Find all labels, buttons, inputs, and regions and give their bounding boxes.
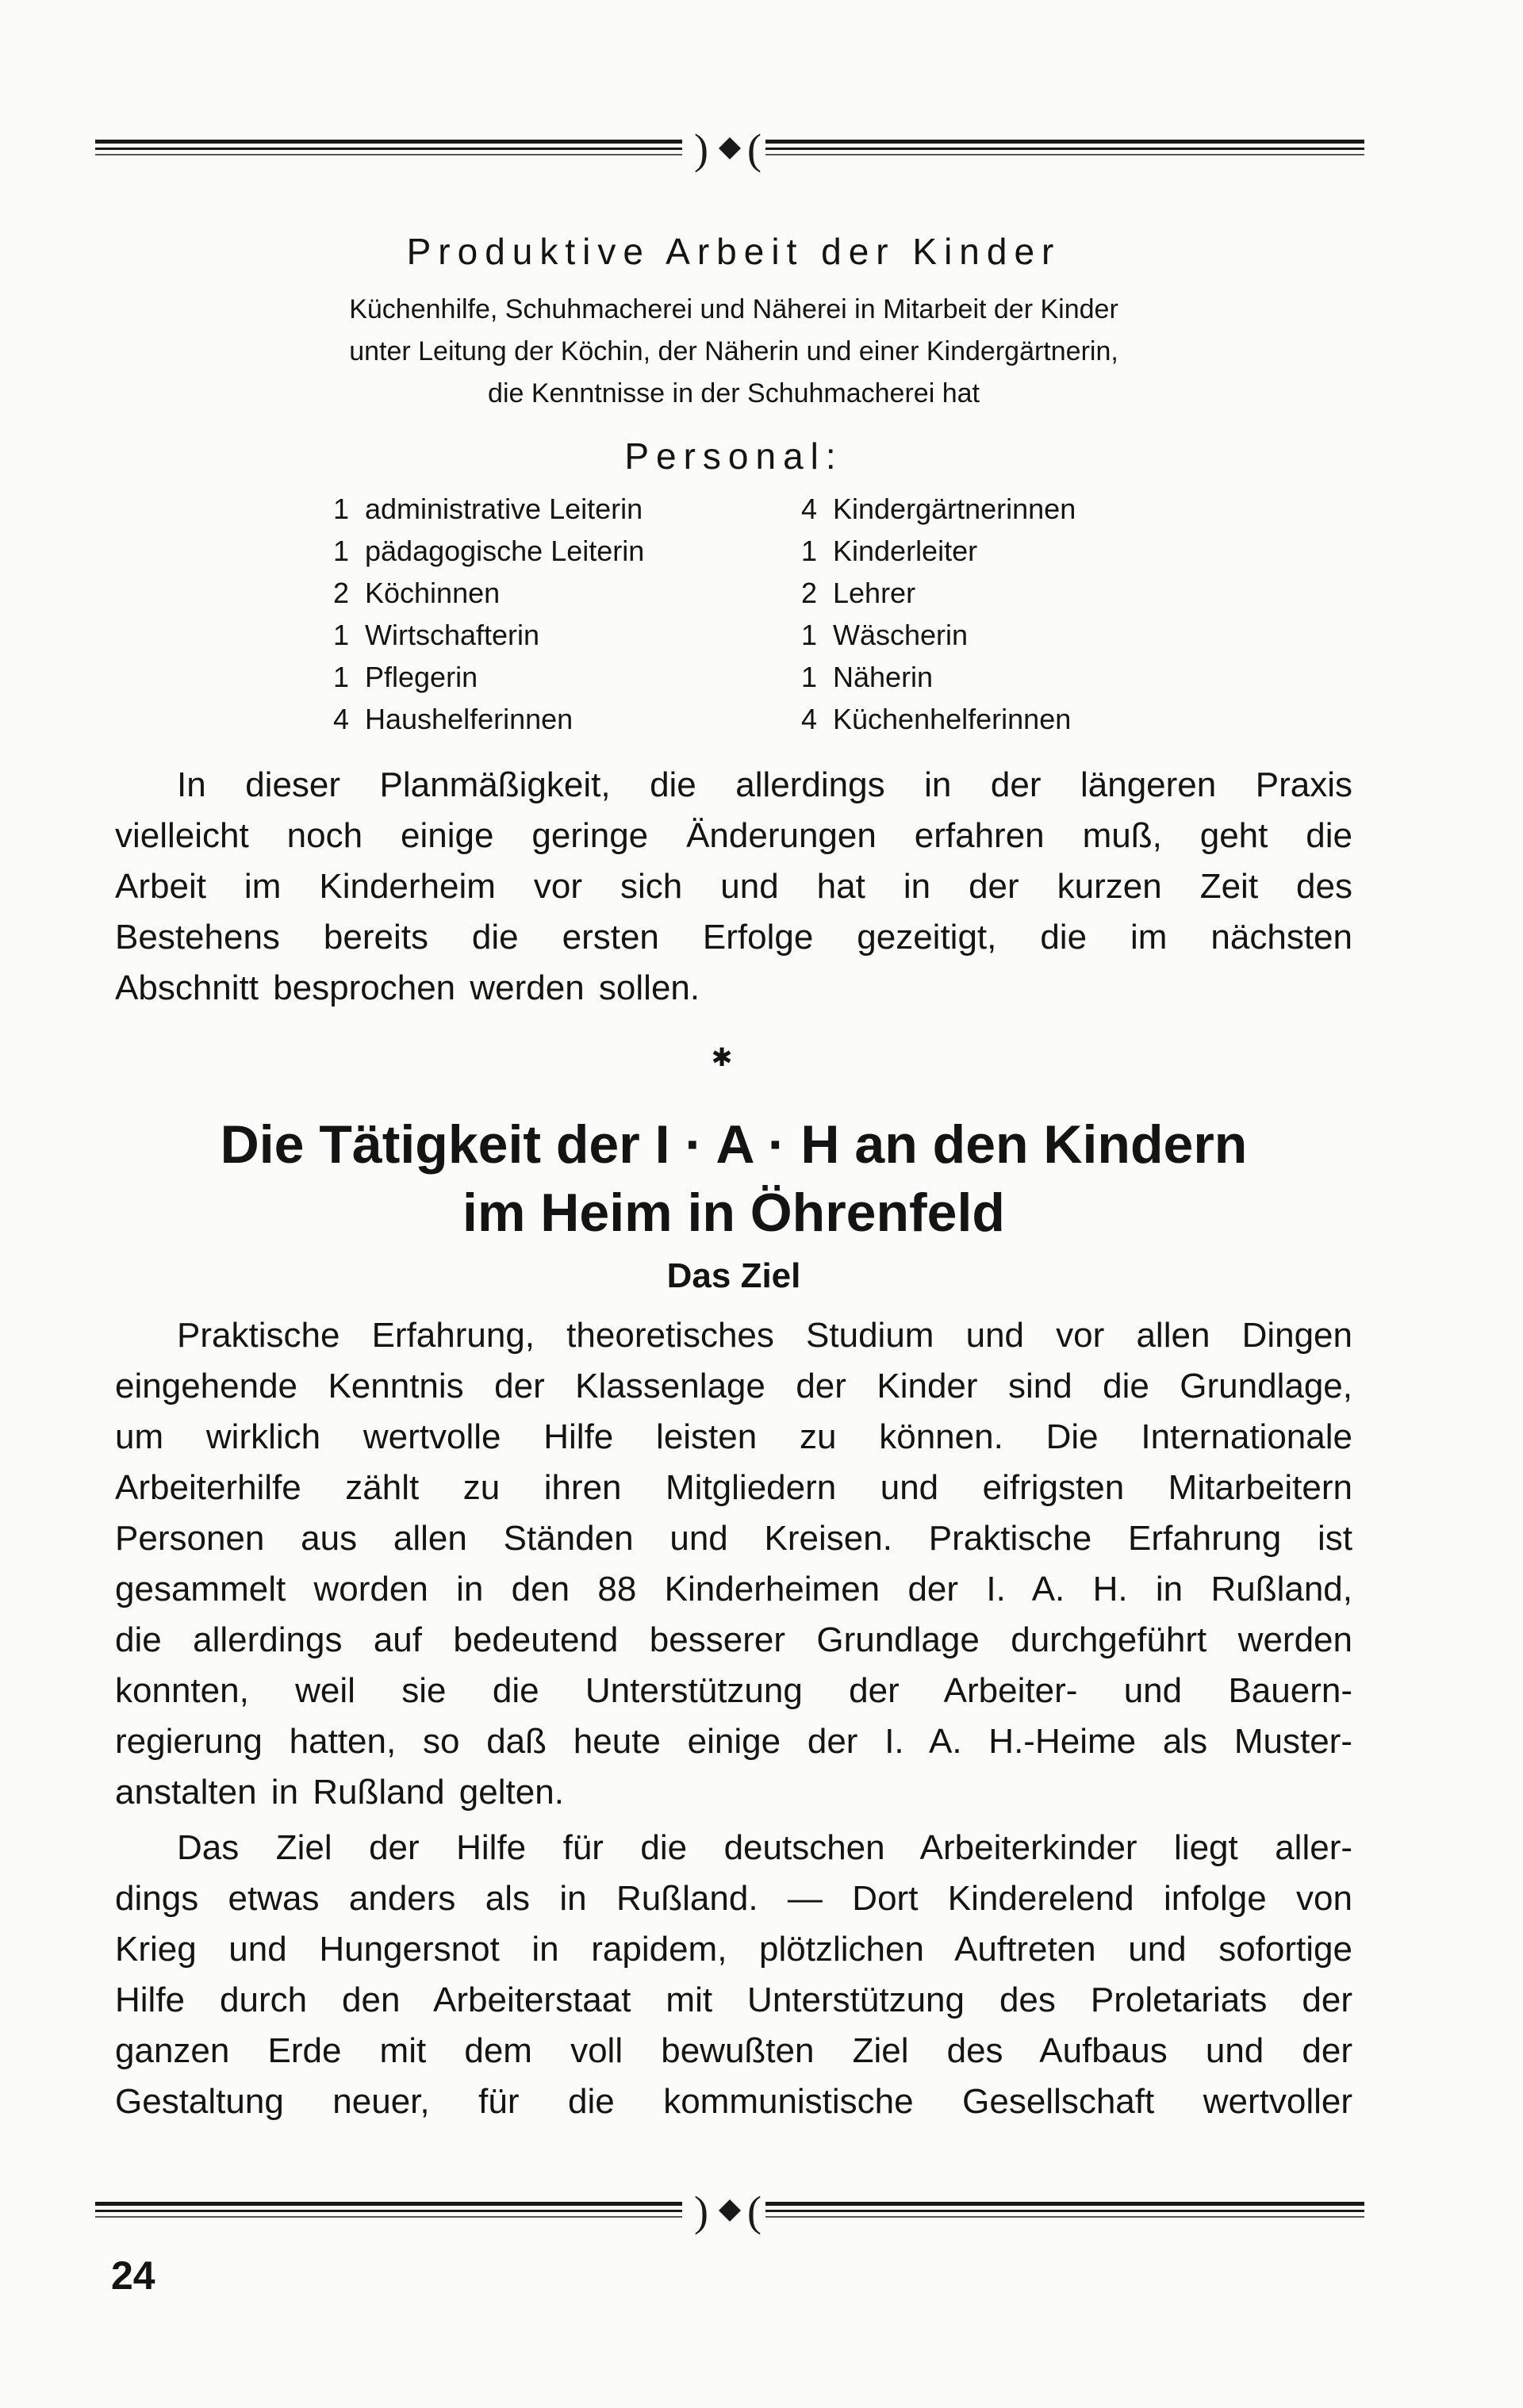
personnel-row: [333, 530, 644, 572]
personnel-count: 1: [801, 661, 818, 693]
personnel-role: Köchinnen: [365, 577, 501, 609]
personnel-count: 1: [801, 535, 818, 567]
text-line: anstalten in Rußland gelten.: [115, 1773, 564, 1812]
text-line: Das Ziel der Hilfe für die deutschen Arbeiterkinder liegt aller-: [177, 1828, 1352, 1867]
svg-text:): ): [694, 2188, 708, 2235]
personnel-count: 1: [801, 619, 818, 651]
personnel-row: [801, 698, 1076, 740]
personnel-row: [801, 530, 1076, 572]
text-line: Arbeiterhilfe zählt zu ihren Mitgliedern und eifrigsten Mitarbeitern: [115, 1468, 1352, 1507]
chapter-subheading: Das Ziel: [666, 1256, 801, 1295]
personnel-role: Näherin: [833, 661, 934, 693]
bottom-ornament-rule: [95, 2173, 1364, 2245]
section-divider-star: ✱: [711, 1043, 733, 1072]
section-description: [115, 289, 1352, 415]
paragraph-goal: [115, 1310, 1352, 1818]
description-line: Küchenhilfe, Schuhmacherei und Näherei in Mitarbeit der Kinder: [349, 294, 1118, 324]
personnel-column-left: [333, 488, 644, 740]
personnel-role: Wäscherin: [833, 619, 969, 651]
personnel-count: 4: [801, 703, 818, 735]
personnel-role: pädagogische Leiterin: [365, 535, 645, 567]
svg-text:(: (: [747, 125, 762, 173]
svg-text:(: (: [747, 2188, 762, 2235]
text-line: konnten, weil sie die Unterstützung der Arbeiter- und Bauern-: [115, 1671, 1352, 1710]
personnel-row: [801, 488, 1076, 530]
personnel-role: Kindergärtnerinnen: [833, 493, 1076, 525]
text-line: eingehende Kenntnis der Klassenlage der Kinder sind die Grundlage,: [115, 1367, 1352, 1405]
personnel-row: [333, 572, 644, 614]
chapter-title: [115, 1110, 1352, 1247]
text-line: Krieg und Hungersnot in rapidem, plötzlichen Auftreten und sofortige: [115, 1930, 1352, 1969]
ornament-graphic: [95, 111, 1364, 182]
section-title: Produktive Arbeit der Kinder: [406, 231, 1061, 272]
description-line: die Kenntnisse in der Schuhmacherei hat: [488, 378, 980, 408]
ornament-graphic: [95, 2173, 1364, 2245]
page-number: 24: [111, 2253, 155, 2298]
description-line: unter Leitung der Köchin, der Näherin und einer Kindergärtnerin,: [349, 336, 1118, 366]
personnel-row: [333, 614, 644, 656]
text-line: ganzen Erde mit dem voll bewußten Ziel des Aufbaus und der: [115, 2031, 1352, 2070]
paragraph-difference: [115, 1823, 1352, 2127]
personnel-column-right: [801, 488, 1076, 740]
text-line: um wirklich wertvolle Hilfe leisten zu können. Die Internationale: [115, 1417, 1352, 1456]
text-line: die allerdings auf bedeutend besserer Grundlage durchgeführt werden: [115, 1620, 1352, 1659]
personnel-count: 1: [333, 661, 350, 693]
chapter-title-line: im Heim in Öhrenfeld: [462, 1183, 1005, 1243]
personnel-role: Haushelferinnen: [365, 703, 574, 735]
text-line: Hilfe durch den Arbeiterstaat mit Unterstützung des Proletariats der: [115, 1980, 1352, 2019]
personnel-role: administrative Leiterin: [365, 493, 643, 525]
personnel-role: Lehrer: [833, 577, 916, 609]
text-line: Praktische Erfahrung, theoretisches Studium und vor allen Dingen: [177, 1316, 1352, 1355]
personnel-role: Wirtschafterin: [365, 619, 540, 651]
personnel-row: [333, 656, 644, 698]
personnel-row: [801, 572, 1076, 614]
personnel-count: 1: [333, 493, 350, 525]
personnel-count: 2: [801, 577, 818, 609]
text-line: Arbeit im Kinderheim vor sich und hat in der kurzen Zeit des: [115, 867, 1352, 906]
personnel-count: 4: [333, 703, 350, 735]
personnel-row: [801, 614, 1076, 656]
personnel-heading: Personal:: [624, 435, 843, 477]
personnel-count: 4: [801, 493, 818, 525]
text-line: In dieser Planmäßigkeit, die allerdings in der längeren Praxis: [177, 765, 1352, 804]
chapter-title-line: Die Tätigkeit der I · A · H an den Kindern: [220, 1114, 1248, 1175]
text-line: gesammelt worden in den 88 Kinderheimen der I. A. H. in Rußland,: [115, 1570, 1352, 1609]
personnel-role: Kinderleiter: [833, 535, 978, 567]
personnel-role: Küchenhelferinnen: [833, 703, 1072, 735]
personnel-count: 1: [333, 619, 350, 651]
personnel-row: [801, 656, 1076, 698]
text-line: Personen aus allen Ständen und Kreisen. Praktische Erfahrung ist: [115, 1519, 1352, 1558]
top-ornament-rule: [95, 111, 1364, 182]
personnel-count: 1: [333, 535, 350, 567]
text-line: Gestaltung neuer, für die kommunistische Gesellschaft wertvoller: [115, 2082, 1352, 2121]
personnel-count: 2: [333, 577, 350, 609]
personnel-row: [333, 488, 644, 530]
text-line: dings etwas anders als in Rußland. — Dort Kinderelend infolge von: [115, 1879, 1352, 1918]
text-line: vielleicht noch einige geringe Änderungen erfahren muß, geht die: [115, 816, 1352, 855]
personnel-row: [333, 698, 644, 740]
svg-text:): ): [694, 125, 708, 173]
text-line: Bestehens bereits die ersten Erfolge gezeitigt, die im nächsten: [115, 918, 1352, 957]
personnel-role: Pflegerin: [365, 661, 478, 693]
text-line: regierung hatten, so daß heute einige der I. A. H.-Heime als Muster-: [115, 1722, 1352, 1761]
text-line: Abschnitt besprochen werden sollen.: [115, 968, 700, 1007]
paragraph-planning: [115, 760, 1352, 1014]
